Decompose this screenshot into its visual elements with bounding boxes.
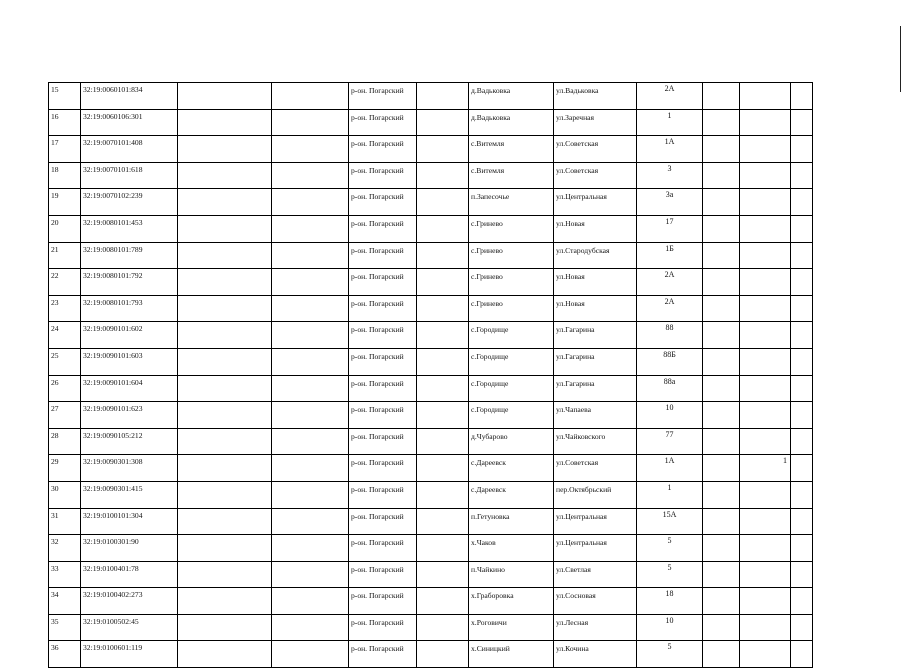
- settlement-cell: с.Витемля: [469, 162, 554, 189]
- house-number-cell: 2А: [637, 295, 703, 322]
- row-number-cell: 29: [49, 455, 81, 482]
- empty-cell: [791, 588, 813, 615]
- empty-cell: [272, 375, 349, 402]
- empty-cell: [703, 455, 740, 482]
- row-number-cell: 19: [49, 189, 81, 216]
- settlement-cell: д.Вадьковка: [469, 83, 554, 110]
- street-cell: пер.Октябрьский: [554, 481, 637, 508]
- extra-value-cell: [740, 322, 791, 349]
- settlement-cell: с.Гринево: [469, 242, 554, 269]
- empty-cell: [178, 189, 272, 216]
- extra-value-cell: [740, 162, 791, 189]
- settlement-cell: с.Витемля: [469, 136, 554, 163]
- row-number-cell: 24: [49, 322, 81, 349]
- settlement-cell: х.Синицкий: [469, 641, 554, 668]
- empty-cell: [703, 428, 740, 455]
- extra-value-cell: [740, 508, 791, 535]
- cadastral-number-cell: 32:19:0080101:793: [81, 295, 178, 322]
- house-number-cell: 5: [637, 641, 703, 668]
- settlement-cell: с.Дареевск: [469, 481, 554, 508]
- house-number-cell: 1А: [637, 136, 703, 163]
- empty-cell: [178, 588, 272, 615]
- settlement-cell: с.Гринево: [469, 269, 554, 296]
- row-number-cell: 15: [49, 83, 81, 110]
- table-row: [49, 508, 813, 535]
- row-number-cell: 27: [49, 402, 81, 429]
- empty-cell: [178, 535, 272, 562]
- house-number-cell: 15А: [637, 508, 703, 535]
- district-cell: р-он. Погарский: [349, 322, 417, 349]
- empty-cell: [417, 614, 469, 641]
- extra-value-cell: [740, 83, 791, 110]
- cadastral-number-cell: 32:19:0090301:308: [81, 455, 178, 482]
- empty-cell: [791, 83, 813, 110]
- house-number-cell: 5: [637, 561, 703, 588]
- empty-cell: [178, 641, 272, 668]
- cadastral-number-cell: 32:19:0100502:45: [81, 614, 178, 641]
- extra-value-cell: [740, 215, 791, 242]
- extra-value-cell: [740, 136, 791, 163]
- extra-value-cell: [740, 481, 791, 508]
- cadastral-number-cell: 32:19:0090101:604: [81, 375, 178, 402]
- empty-cell: [703, 269, 740, 296]
- empty-cell: [178, 428, 272, 455]
- empty-cell: [703, 109, 740, 136]
- settlement-cell: с.Гринево: [469, 215, 554, 242]
- empty-cell: [417, 215, 469, 242]
- district-cell: р-он. Погарский: [349, 375, 417, 402]
- settlement-cell: д.Чубарово: [469, 428, 554, 455]
- street-cell: ул.Центральная: [554, 189, 637, 216]
- row-number-cell: 32: [49, 535, 81, 562]
- empty-cell: [417, 162, 469, 189]
- empty-cell: [272, 215, 349, 242]
- street-cell: ул.Новая: [554, 269, 637, 296]
- empty-cell: [272, 295, 349, 322]
- empty-cell: [791, 455, 813, 482]
- empty-cell: [703, 348, 740, 375]
- extra-value-cell: [740, 535, 791, 562]
- settlement-cell: с.Городище: [469, 375, 554, 402]
- empty-cell: [178, 455, 272, 482]
- district-cell: р-он. Погарский: [349, 428, 417, 455]
- house-number-cell: 17: [637, 215, 703, 242]
- house-number-cell: 10: [637, 402, 703, 429]
- empty-cell: [272, 189, 349, 216]
- settlement-cell: п.Запесочье: [469, 189, 554, 216]
- settlement-cell: с.Гринево: [469, 295, 554, 322]
- empty-cell: [791, 269, 813, 296]
- empty-cell: [703, 322, 740, 349]
- cadastral-number-cell: 32:19:0070101:408: [81, 136, 178, 163]
- empty-cell: [178, 269, 272, 296]
- empty-cell: [272, 162, 349, 189]
- district-cell: р-он. Погарский: [349, 508, 417, 535]
- empty-cell: [178, 136, 272, 163]
- empty-cell: [791, 375, 813, 402]
- empty-cell: [791, 295, 813, 322]
- empty-cell: [791, 535, 813, 562]
- settlement-cell: х.Граборовка: [469, 588, 554, 615]
- street-cell: ул.Чайковского: [554, 428, 637, 455]
- empty-cell: [791, 428, 813, 455]
- empty-cell: [791, 481, 813, 508]
- street-cell: ул.Вадьковка: [554, 83, 637, 110]
- empty-cell: [417, 588, 469, 615]
- empty-cell: [272, 641, 349, 668]
- empty-cell: [272, 561, 349, 588]
- cadastral-number-cell: 32:19:0080101:792: [81, 269, 178, 296]
- empty-cell: [703, 215, 740, 242]
- house-number-cell: 1: [637, 481, 703, 508]
- cadastral-number-cell: 32:19:0100101:304: [81, 508, 178, 535]
- table-row: [49, 375, 813, 402]
- row-number-cell: 18: [49, 162, 81, 189]
- district-cell: р-он. Погарский: [349, 109, 417, 136]
- table-row: [49, 295, 813, 322]
- street-cell: ул.Советская: [554, 455, 637, 482]
- empty-cell: [272, 428, 349, 455]
- page-edge-mark: [900, 26, 901, 92]
- empty-cell: [272, 402, 349, 429]
- district-cell: р-он. Погарский: [349, 215, 417, 242]
- table-row: [49, 189, 813, 216]
- settlement-cell: д.Вадьковка: [469, 109, 554, 136]
- empty-cell: [417, 109, 469, 136]
- extra-value-cell: [740, 269, 791, 296]
- extra-value-cell: [740, 242, 791, 269]
- empty-cell: [791, 136, 813, 163]
- table-row: [49, 322, 813, 349]
- empty-cell: [791, 614, 813, 641]
- extra-value-cell: [740, 428, 791, 455]
- empty-cell: [791, 109, 813, 136]
- cadastral-number-cell: 32:19:0080101:453: [81, 215, 178, 242]
- empty-cell: [272, 588, 349, 615]
- district-cell: р-он. Погарский: [349, 455, 417, 482]
- house-number-cell: 3: [637, 162, 703, 189]
- empty-cell: [703, 561, 740, 588]
- table-row: [49, 269, 813, 296]
- extra-value-cell: [740, 295, 791, 322]
- cadastral-number-cell: 32:19:0070102:239: [81, 189, 178, 216]
- empty-cell: [272, 614, 349, 641]
- district-cell: р-он. Погарский: [349, 641, 417, 668]
- table-row: [49, 535, 813, 562]
- extra-value-cell: 1: [740, 455, 791, 482]
- district-cell: р-он. Погарский: [349, 269, 417, 296]
- house-number-cell: 77: [637, 428, 703, 455]
- table-row: [49, 83, 813, 110]
- empty-cell: [272, 535, 349, 562]
- row-number-cell: 23: [49, 295, 81, 322]
- empty-cell: [178, 109, 272, 136]
- cadastral-number-cell: 32:19:0090101:603: [81, 348, 178, 375]
- extra-value-cell: [740, 189, 791, 216]
- cadastral-number-cell: 32:19:0060101:834: [81, 83, 178, 110]
- empty-cell: [417, 402, 469, 429]
- cadastral-number-cell: 32:19:0100301:90: [81, 535, 178, 562]
- cadastral-number-cell: 32:19:0090105:212: [81, 428, 178, 455]
- row-number-cell: 26: [49, 375, 81, 402]
- table-row: [49, 136, 813, 163]
- house-number-cell: 1Б: [637, 242, 703, 269]
- cadastral-number-cell: 32:19:0060106:301: [81, 109, 178, 136]
- cadastral-number-cell: 32:19:0100601:119: [81, 641, 178, 668]
- empty-cell: [272, 109, 349, 136]
- house-number-cell: 2А: [637, 83, 703, 110]
- table-row: [49, 455, 813, 482]
- district-cell: р-он. Погарский: [349, 561, 417, 588]
- empty-cell: [417, 348, 469, 375]
- empty-cell: [417, 561, 469, 588]
- cadastral-number-cell: 32:19:0100401:78: [81, 561, 178, 588]
- extra-value-cell: [740, 641, 791, 668]
- row-number-cell: 20: [49, 215, 81, 242]
- settlement-cell: х.Роговичи: [469, 614, 554, 641]
- empty-cell: [703, 136, 740, 163]
- empty-cell: [791, 641, 813, 668]
- property-register-table: [48, 82, 813, 668]
- empty-cell: [791, 189, 813, 216]
- house-number-cell: 88а: [637, 375, 703, 402]
- extra-value-cell: [740, 402, 791, 429]
- street-cell: ул.Гагарина: [554, 322, 637, 349]
- row-number-cell: 17: [49, 136, 81, 163]
- empty-cell: [417, 269, 469, 296]
- extra-value-cell: [740, 348, 791, 375]
- table-row: [49, 402, 813, 429]
- street-cell: ул.Новая: [554, 215, 637, 242]
- empty-cell: [703, 535, 740, 562]
- table-row: [49, 614, 813, 641]
- empty-cell: [272, 481, 349, 508]
- settlement-cell: с.Городище: [469, 322, 554, 349]
- table-row: [49, 641, 813, 668]
- table-row: [49, 348, 813, 375]
- empty-cell: [417, 535, 469, 562]
- street-cell: ул.Чапаева: [554, 402, 637, 429]
- street-cell: ул.Гагарина: [554, 348, 637, 375]
- settlement-cell: х.Чаков: [469, 535, 554, 562]
- district-cell: р-он. Погарский: [349, 295, 417, 322]
- empty-cell: [178, 295, 272, 322]
- empty-cell: [703, 242, 740, 269]
- empty-cell: [178, 322, 272, 349]
- empty-cell: [178, 481, 272, 508]
- empty-cell: [703, 189, 740, 216]
- extra-value-cell: [740, 614, 791, 641]
- empty-cell: [417, 189, 469, 216]
- street-cell: ул.Стародубская: [554, 242, 637, 269]
- empty-cell: [791, 322, 813, 349]
- table-row: [49, 109, 813, 136]
- house-number-cell: 1: [637, 109, 703, 136]
- settlement-cell: п.Гетуновка: [469, 508, 554, 535]
- district-cell: р-он. Погарский: [349, 348, 417, 375]
- district-cell: р-он. Погарский: [349, 162, 417, 189]
- empty-cell: [178, 242, 272, 269]
- house-number-cell: 18: [637, 588, 703, 615]
- cadastral-number-cell: 32:19:0070101:618: [81, 162, 178, 189]
- empty-cell: [417, 455, 469, 482]
- street-cell: ул.Центральная: [554, 508, 637, 535]
- empty-cell: [417, 641, 469, 668]
- empty-cell: [417, 375, 469, 402]
- house-number-cell: 5: [637, 535, 703, 562]
- table-body: [49, 83, 813, 668]
- settlement-cell: п.Чайкино: [469, 561, 554, 588]
- empty-cell: [417, 322, 469, 349]
- empty-cell: [703, 402, 740, 429]
- empty-cell: [703, 588, 740, 615]
- cadastral-number-cell: 32:19:0090101:602: [81, 322, 178, 349]
- empty-cell: [703, 83, 740, 110]
- empty-cell: [178, 215, 272, 242]
- district-cell: р-он. Погарский: [349, 588, 417, 615]
- street-cell: ул.Центральная: [554, 535, 637, 562]
- empty-cell: [272, 348, 349, 375]
- street-cell: ул.Заречная: [554, 109, 637, 136]
- empty-cell: [272, 322, 349, 349]
- row-number-cell: 22: [49, 269, 81, 296]
- district-cell: р-он. Погарский: [349, 83, 417, 110]
- empty-cell: [703, 614, 740, 641]
- house-number-cell: 3а: [637, 189, 703, 216]
- row-number-cell: 16: [49, 109, 81, 136]
- house-number-cell: 88Б: [637, 348, 703, 375]
- street-cell: ул.Советская: [554, 162, 637, 189]
- street-cell: ул.Гагарина: [554, 375, 637, 402]
- street-cell: ул.Лесная: [554, 614, 637, 641]
- empty-cell: [703, 295, 740, 322]
- table-row: [49, 561, 813, 588]
- empty-cell: [272, 83, 349, 110]
- empty-cell: [272, 269, 349, 296]
- row-number-cell: 28: [49, 428, 81, 455]
- street-cell: ул.Сосновая: [554, 588, 637, 615]
- cadastral-number-cell: 32:19:0090301:415: [81, 481, 178, 508]
- district-cell: р-он. Погарский: [349, 481, 417, 508]
- row-number-cell: 33: [49, 561, 81, 588]
- empty-cell: [703, 508, 740, 535]
- empty-cell: [178, 83, 272, 110]
- row-number-cell: 35: [49, 614, 81, 641]
- empty-cell: [417, 481, 469, 508]
- cadastral-number-cell: 32:19:0080101:789: [81, 242, 178, 269]
- settlement-cell: с.Дареевск: [469, 455, 554, 482]
- empty-cell: [178, 402, 272, 429]
- empty-cell: [703, 162, 740, 189]
- empty-cell: [272, 508, 349, 535]
- table-row: [49, 428, 813, 455]
- row-number-cell: 21: [49, 242, 81, 269]
- street-cell: ул.Советская: [554, 136, 637, 163]
- empty-cell: [791, 348, 813, 375]
- table-row: [49, 242, 813, 269]
- district-cell: р-он. Погарский: [349, 189, 417, 216]
- empty-cell: [178, 162, 272, 189]
- cadastral-number-cell: 32:19:0100402:273: [81, 588, 178, 615]
- table-row: [49, 215, 813, 242]
- empty-cell: [272, 455, 349, 482]
- house-number-cell: 88: [637, 322, 703, 349]
- house-number-cell: 10: [637, 614, 703, 641]
- empty-cell: [417, 242, 469, 269]
- row-number-cell: 31: [49, 508, 81, 535]
- empty-cell: [791, 561, 813, 588]
- row-number-cell: 25: [49, 348, 81, 375]
- empty-cell: [417, 136, 469, 163]
- empty-cell: [272, 136, 349, 163]
- empty-cell: [791, 162, 813, 189]
- table-row: [49, 481, 813, 508]
- empty-cell: [178, 508, 272, 535]
- empty-cell: [791, 508, 813, 535]
- street-cell: ул.Новая: [554, 295, 637, 322]
- district-cell: р-он. Погарский: [349, 402, 417, 429]
- empty-cell: [272, 242, 349, 269]
- street-cell: ул.Светлая: [554, 561, 637, 588]
- empty-cell: [791, 242, 813, 269]
- district-cell: р-он. Погарский: [349, 242, 417, 269]
- extra-value-cell: [740, 375, 791, 402]
- empty-cell: [178, 561, 272, 588]
- extra-value-cell: [740, 588, 791, 615]
- empty-cell: [791, 215, 813, 242]
- row-number-cell: 34: [49, 588, 81, 615]
- empty-cell: [417, 428, 469, 455]
- empty-cell: [791, 402, 813, 429]
- district-cell: р-он. Погарский: [349, 535, 417, 562]
- house-number-cell: 2А: [637, 269, 703, 296]
- extra-value-cell: [740, 109, 791, 136]
- empty-cell: [703, 375, 740, 402]
- empty-cell: [178, 348, 272, 375]
- street-cell: ул.Кочина: [554, 641, 637, 668]
- district-cell: р-он. Погарский: [349, 136, 417, 163]
- empty-cell: [703, 641, 740, 668]
- table-row: [49, 162, 813, 189]
- district-cell: р-он. Погарский: [349, 614, 417, 641]
- table-row: [49, 588, 813, 615]
- cadastral-number-cell: 32:19:0090101:623: [81, 402, 178, 429]
- empty-cell: [178, 614, 272, 641]
- row-number-cell: 30: [49, 481, 81, 508]
- settlement-cell: с.Городище: [469, 348, 554, 375]
- empty-cell: [703, 481, 740, 508]
- empty-cell: [417, 83, 469, 110]
- empty-cell: [178, 375, 272, 402]
- row-number-cell: 36: [49, 641, 81, 668]
- house-number-cell: 1А: [637, 455, 703, 482]
- empty-cell: [417, 295, 469, 322]
- empty-cell: [417, 508, 469, 535]
- extra-value-cell: [740, 561, 791, 588]
- settlement-cell: с.Городище: [469, 402, 554, 429]
